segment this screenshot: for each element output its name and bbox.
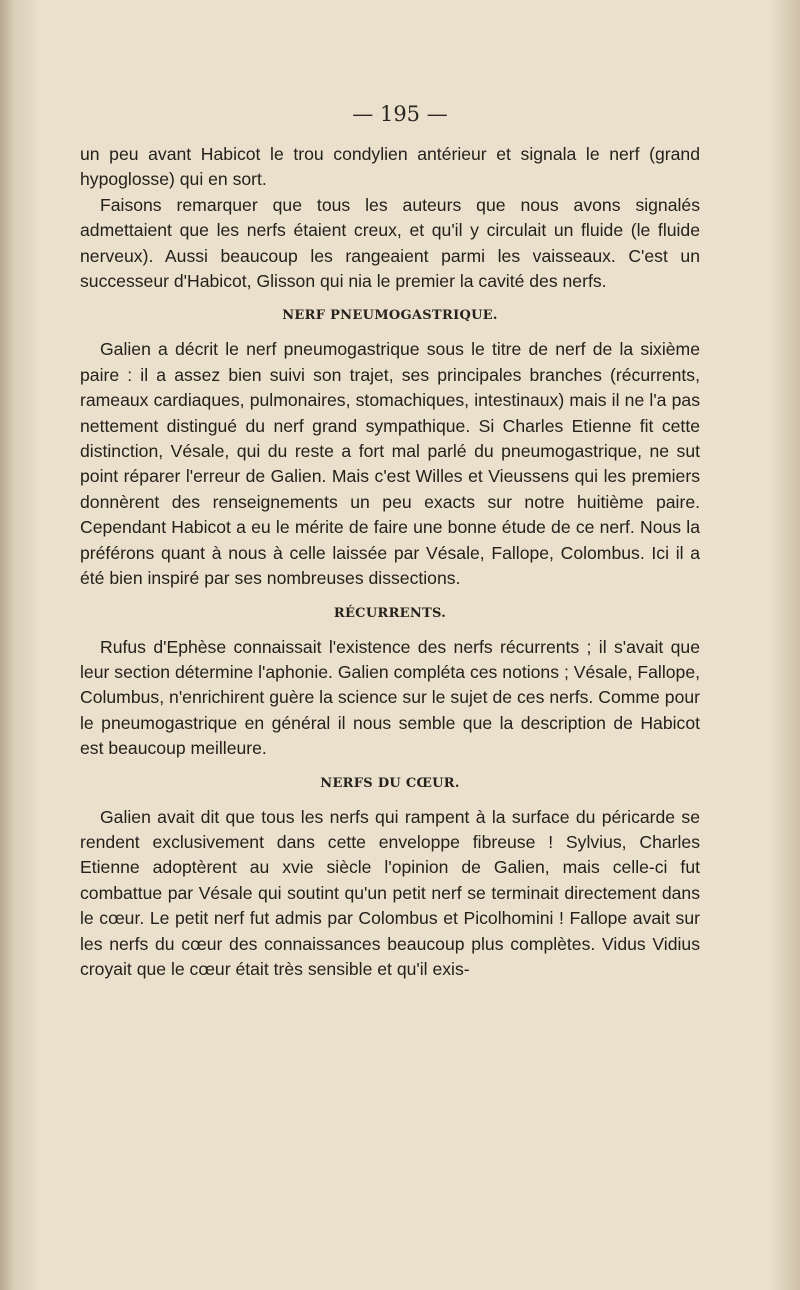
page-number: — 195 —	[352, 102, 448, 126]
paragraph-4: Rufus d'Ephèse connaissait l'existence des nerfs récurrents ; il s'avait que leur section détermine l'aphonie. Galien compléta ces notions ; Vésale, Fallope, Columbus, n'enrichirent guère la science sur le sujet de ces nerfs. Comme pour le pneumogastrique en général il nous semble que la description de Habicot est beaucoup meilleure.	[80, 636, 700, 759]
section-heading-nerfs-du-coeur: NERFS DU CŒUR.	[320, 775, 460, 791]
section-heading-recurrents: RÉCURRENTS.	[333, 605, 447, 621]
paragraph-3: Galien a décrit le nerf pneumogastrique sous le titre de nerf de la sixième paire : il a assez bien suivi son trajet, ses principales branches (récurrents, rameaux cardiaques, pulmonaires, stomachiques, intestinaux) mais il ne l'a pas nettement distingué du nerf grand sympathique. Si Charles Etienne fit cette distinction, Vésale, qui du reste a fort mal parlé du pneumogastrique, ne sut point réparer l'erreur de Galien. Mais c'est Willes et Vieussens qui les premiers donnèrent des renseignements un peu exacts sur notre huitième paire. Cependant Habicot a eu le mérite de faire une bonne étude de ce nerf. Nous la préférons quant à nous à celle laissée par Vésale, Fallope, Colombus. Ici il a été bien inspiré par ses nombreuses dissections.	[80, 339, 700, 589]
page-body	[80, 142, 700, 982]
paragraph-1: un peu avant Habicot le trou condylien antérieur et signala le nerf (grand hypoglosse) qui en sort.	[80, 144, 700, 190]
section-heading-pneumogastrique: NERF PNEUMOGASTRIQUE.	[282, 308, 498, 324]
paragraph-5: Galien avait dit que tous les nerfs qui rampent à la surface du péricarde se rendent exclusivement dans cette enveloppe fibreuse ! Sylvius, Charles Etienne adoptèrent au xvie siècle l'opinion de Galien, mais celle-ci fut combattue par Vésale qui soutint qu'un petit nerf se terminait directement dans le cœur. Le petit nerf fut admis par Colombus et Picolhomini ! Fallope avait sur les nerfs du cœur des connaissances beaucoup plus complètes. Vidus Vidius croyait que le cœur était très sensible et qu'il exis-	[80, 806, 700, 979]
paragraph-2: Faisons remarquer que tous les auteurs que nous avons signalés admettaient que les nerfs étaient creux, et qu'il y circulait un fluide (le fluide nerveux). Aussi beaucoup les rangeaient parmi les vaisseaux. C'est un successeur d'Habicot, Glisson qui nia le premier la cavité des nerfs.	[80, 194, 700, 292]
